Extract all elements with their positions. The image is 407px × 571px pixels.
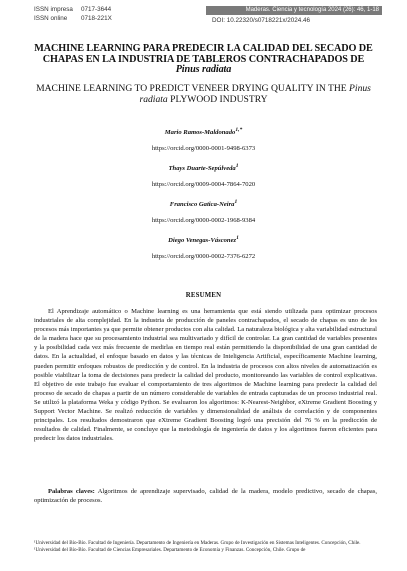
author-orcid-link[interactable]: https://orcid.org/0000-0002-1968-9384	[151, 217, 256, 224]
journal-citation-bar: Maderas. Ciencia y tecnología 2024 (26): 46, 1-18	[206, 6, 382, 15]
author-name: Mario Ramos-Maldonado$^{1,*}$	[164, 127, 243, 137]
author-name: Thays Duarte-Sepúlveda$^1$	[168, 163, 239, 173]
title-spanish-species: Pinus radiata	[175, 64, 232, 75]
author-orcid-link[interactable]: https://orcid.org/0000-0001-9498-6373	[151, 145, 256, 152]
keywords-label: Palabras claves:	[48, 488, 95, 495]
footnote: ¹Universidad del Bío-Bío. Facultad de Ingeniería. Departamento de Ingeniería en Maderas. Grupo de Investigación en Sistemas Inteligentes. Concepción, Chile.	[34, 540, 361, 546]
issn-block	[34, 6, 112, 23]
issn-print-value: 0717-3644	[81, 6, 112, 13]
issn-online-row	[34, 15, 112, 24]
issn-print-label: ISSN impresa	[34, 6, 73, 13]
title-spanish	[30, 44, 377, 76]
author-orcid-link[interactable]: https://orcid.org/0000-0002-7376-6272	[151, 253, 256, 260]
abstract-heading: RESUMEN	[185, 292, 222, 299]
author-name: Diego Venegas-Vásconez$^1$	[168, 235, 239, 245]
author-orcid-link[interactable]: https://orcid.org/0009-0004-7864-7020	[151, 181, 256, 188]
issn-print-row	[34, 6, 112, 15]
author-name: Francisco Gatica-Neira$^1$	[169, 199, 238, 209]
issn-online-value: 0718-221X	[81, 14, 112, 22]
title-english-text-2: PLYWOOD INDUSTRY	[170, 93, 268, 105]
keywords-text: Algoritmos de aprendizaje supervisado, calidad de la madera, modelo predictivo, secado de chapas, optimización de procesos.	[34, 488, 378, 505]
title-english-species: Pinus radiata	[139, 83, 371, 105]
title-english-text-1: MACHINE LEARNING TO PREDICT VENEER DRYING QUALITY IN THE	[36, 83, 347, 94]
title-english	[30, 84, 377, 105]
issn-online-label: ISSN online	[34, 14, 68, 22]
abstract-body: El Aprendizaje automático o Machine learning es una herramienta que está siendo utilizada para optimizar procesos industriales de alta complejidad. En la industria de producción de paneles contrachapados, el secado de chapas es uno de los procesos más importantes ya que permite obtener productos con alta calidad. La naturaleza biológica y alta variabilidad estructural de la madera hace que su procesamiento industrial sea multivariado y difícil de controlar. La gran cantidad de variables presentes y la posibilidad cada vez más frecuente de medirlas en tiempo real están permitiendo la disponibilidad de una gran cantidad de datos. En la actualidad, el enfoque basado en datos y las técnicas de Inteligencia Artificial, específicamente Machine learning, pueden permitir enfoques robustos de predicción y de control. En la industria de procesos con altos niveles de automatización es posible viabilizar la toma de decisiones para predecir la calidad del producto, monitoreando las variables de control explicativas. El objetivo de este trabajo fue evaluar el comportamiento de tres algoritmos de Machine learning para predecir la calidad del proceso de secado de chapas a partir de un número considerable de variables de entrada capturadas de un proceso industrial real. Se utilizó la plataforma Weka y código Python. Se evaluaron los algoritmos: K-Nearest-Neighbor, eXtreme Gradient Boosting y Support Vector Machine. Se realizó reducción de variables y dimensionalidad de análisis de correlación y de componentes principales. Los resultados demostraron que eXtreme Gradient Boosting logró una precisión del 76 % en la predicción de resultados de calidad. Finalmente, se concluye que la metodología de ingeniería de datos y los algoritmos fueron eficientes para predecir los datos industriales.	[34, 308, 377, 443]
keywords	[34, 487, 377, 505]
title-spanish-text: MACHINE LEARNING PARA PREDECIR LA CALIDAD DEL SECADO DE CHAPAS EN LA INDUSTRIA DE TABLEROS CONTRACHAPADOS DE	[34, 43, 373, 65]
footnote: ¹Universidad del Bío-Bío. Facultad de Ciencias Empresariales. Departamento de Economía y Finanzas. Concepción, Chile. Grupo de	[34, 547, 306, 554]
footnotes	[34, 540, 377, 555]
doi: DOI: 10.22320/s0718221x/2024.46	[212, 17, 311, 24]
